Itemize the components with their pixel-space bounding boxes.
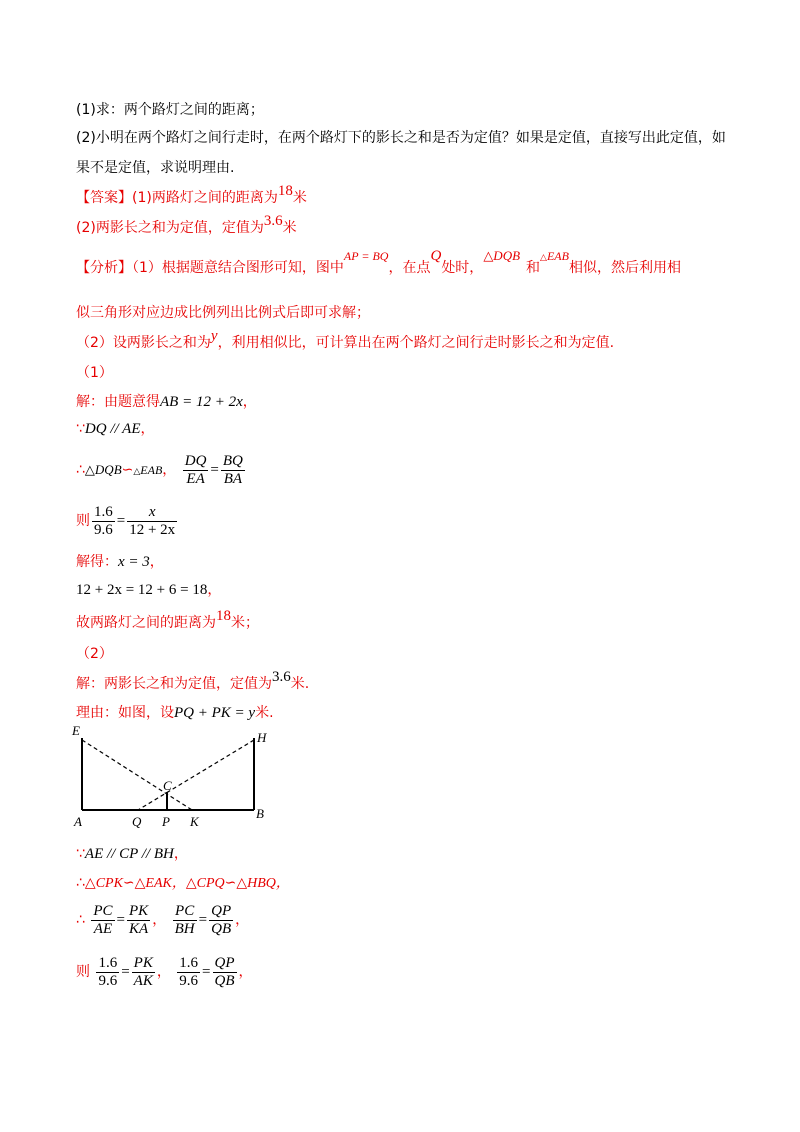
label-c: C: [163, 778, 172, 793]
question-2-line2: 果不是定值，求说明理由.: [76, 160, 235, 176]
solution1-step4: 则 $\frac{1.6}{9.6}$ = $\frac{x}{12 + 2x}$: [76, 503, 176, 538]
fraction-pc-ae: $\frac{PC}{AE}$: [93, 902, 113, 937]
fraction-pk-ak: $\frac{PK}{AK}$: [133, 954, 153, 989]
answer-tag: 【答案】: [76, 190, 132, 206]
solution1-step2: ∵DQ // AE，: [76, 421, 155, 437]
label-e: E: [72, 723, 80, 738]
analysis-line-1: 【分析】（1）根据题意结合图形可知，图中AP = BQ，在点Q处时，△DQB和△EAB相似，然后利用相: [76, 248, 681, 276]
answer-line-1: 【答案】(1)两路灯之间的距离为18米: [76, 183, 307, 206]
solution1-step3: ∴△DQB∽△EAB， $\frac{DQ}{EA}$ = $\frac{BQ}{BA}$: [76, 452, 243, 487]
solution2-label: （2）: [76, 646, 113, 662]
solution1-step1: 解：由题意得AB = 12 + 2x，: [76, 394, 257, 410]
analysis-line-2: 似三角形对应边成比例列出比例式后即可求解；: [76, 305, 370, 321]
solution2-step1: 解：两影长之和为定值，定值为3.6米.: [76, 669, 310, 692]
light-ray-hq: [138, 740, 254, 810]
question-1: (1)求：两个路灯之间的距离；: [76, 102, 264, 118]
fraction-bq-ba: $\frac{BQ}{BA}$: [222, 452, 243, 487]
solution2-ratios: ∴ $\frac{PC}{AE}$ = $\frac{PK}{KA}$ ， $\frac{PC}{BH}$ = $\frac{QP}{QB}$ ，: [76, 902, 250, 937]
analysis-line-3: （2）设两影长之和为y，利用相似比，可计算出在两个路灯之间行走时影长之和为定值.: [76, 328, 615, 351]
light-ray-ek: [82, 740, 192, 810]
fraction-pc-bh: $\frac{PC}{BH}$: [174, 902, 195, 937]
solution2-similar: ∴△CPK∽△EAK，△CPQ∽△HBQ，: [76, 875, 290, 891]
fraction-x-over-12-2x: $\frac{x}{12 + 2x}$: [129, 503, 176, 538]
fraction-qp-qb-2: $\frac{QP}{QB}$: [214, 954, 235, 989]
label-k: K: [190, 814, 199, 829]
fraction-qp-qb: $\frac{QP}{QB}$: [211, 902, 232, 937]
label-b: B: [256, 806, 264, 821]
solution1-conclusion: 故两路灯之间的距离为18米；: [76, 608, 259, 631]
fraction-1.6-9.6-a: $\frac{1.6}{9.6}$: [98, 954, 118, 989]
solution2-parallel: ∵AE // CP // BH，: [76, 846, 188, 862]
street-lamp-figure: [70, 720, 290, 830]
analysis-tag: 【分析】: [76, 260, 132, 276]
solution1-step5: 解得：x = 3，: [76, 554, 164, 570]
fraction-1.6-9.6: $\frac{1.6}{9.6}$: [94, 503, 113, 538]
label-a: A: [74, 814, 82, 829]
fraction-dq-ea: $\frac{DQ}{EA}$: [184, 452, 207, 487]
fraction-1.6-9.6-b: $\frac{1.6}{9.6}$: [179, 954, 199, 989]
solution1-label: （1）: [76, 365, 113, 381]
fraction-pk-ka: $\frac{PK}{KA}$: [129, 902, 149, 937]
question-2-line1: (2)小明在两个路灯之间行走时，在两个路灯下的影长之和是否为定值？如果是定值，直接写出此定值，如: [76, 130, 726, 146]
label-p: P: [162, 814, 170, 829]
solution2-reason: 理由：如图，设PQ + PK = y米.: [76, 705, 274, 721]
label-h: H: [257, 730, 267, 745]
answer-line-2: (2)两影长之和为定值，定值为3.6米: [76, 213, 297, 236]
solution1-step6: 12 + 2x = 12 + 6 = 18，: [76, 582, 222, 598]
solution2-substitute: 则 $\frac{1.6}{9.6}$ = $\frac{PK}{AK}$ ， $\frac{1.6}{9.6}$ = $\frac{QP}{QB}$ ，: [76, 954, 253, 989]
label-q: Q: [132, 814, 142, 829]
